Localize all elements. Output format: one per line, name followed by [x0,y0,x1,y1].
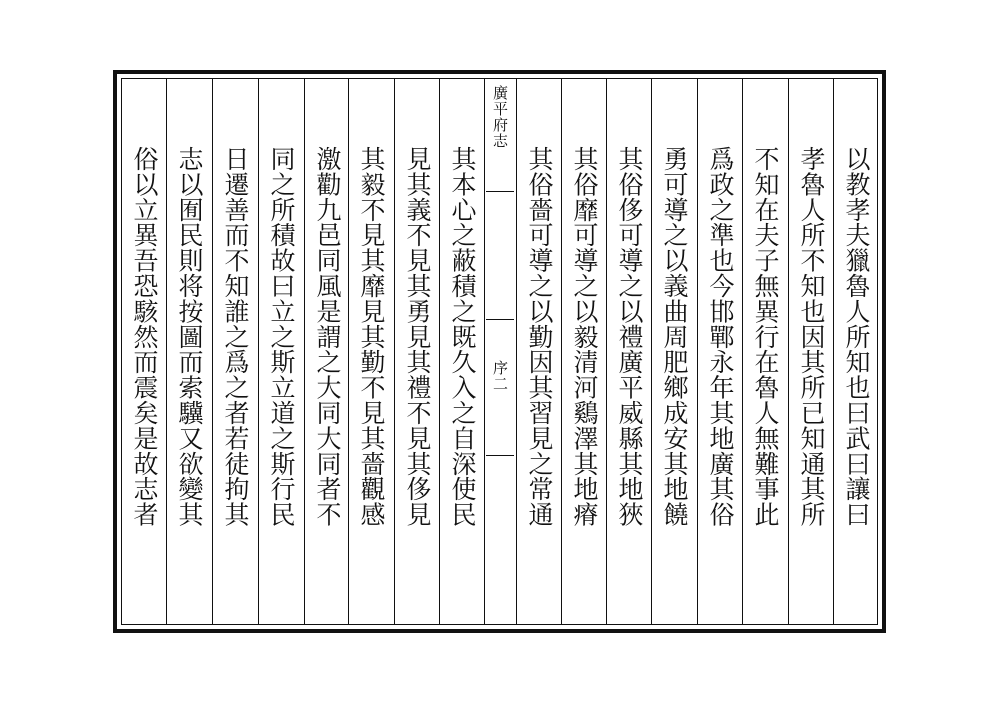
text-column [439,90,485,620]
column-text: 不知在夫子無異行在魯人無難事此 [751,146,780,527]
column-text: 其毅不見其靡見其勤不見其嗇觀感 [357,146,386,527]
center-fold-column [484,79,516,624]
column-text: 激勸九邑同風是謂之大同大同者不 [313,146,342,527]
fold-rule [486,455,514,456]
fold-rule [486,191,514,192]
text-column [606,90,652,620]
column-text: 以教孝夫獵魯人所知也曰武曰讓曰 [842,146,871,527]
text-column [121,90,167,620]
column-text: 其俗侈可導之以禮廣平威縣其地狹 [615,146,644,527]
section-title: 序二 [491,360,509,392]
column-text: 勇可導之以義曲周肥鄉成安其地饒 [660,146,689,527]
text-column [212,90,258,620]
text-column [742,90,788,620]
book-title-label [484,85,516,149]
text-column [394,90,440,620]
column-text: 其俗靡可導之以毅清河鷄澤其地瘠 [570,146,599,527]
column-text: 見其義不見其勇見其禮不見其侈見 [403,146,432,527]
column-text: 爲政之準也今邯鄲永年其地廣其俗 [706,146,735,527]
text-column [166,90,212,620]
text-column [258,90,304,620]
text-column [788,90,834,620]
column-text: 俗以立異吾恐駭然而震矣是故志者 [130,146,159,527]
book-title: 廣平府志 [491,85,509,149]
column-text: 其俗嗇可導之以勤因其習見之常通 [525,146,554,527]
text-column [561,90,607,620]
text-column [697,90,743,620]
text-column [516,90,562,620]
column-text: 孝魯人所不知也因其所已知通其所 [797,146,826,527]
text-column [304,90,350,620]
column-text: 日遷善而不知誰之爲之者若徒拘其 [221,146,250,527]
fold-rule [486,319,514,320]
text-column [348,90,394,620]
column-text: 同之所積故曰立之斯立道之斯行民 [267,146,296,527]
text-column [833,90,879,620]
section-label [484,360,516,392]
column-text: 其本心之蔽積之既久入之自深使民 [448,146,477,527]
column-text: 志以囿民則将按圖而索驥又欲變其 [175,146,204,527]
text-column [651,90,697,620]
